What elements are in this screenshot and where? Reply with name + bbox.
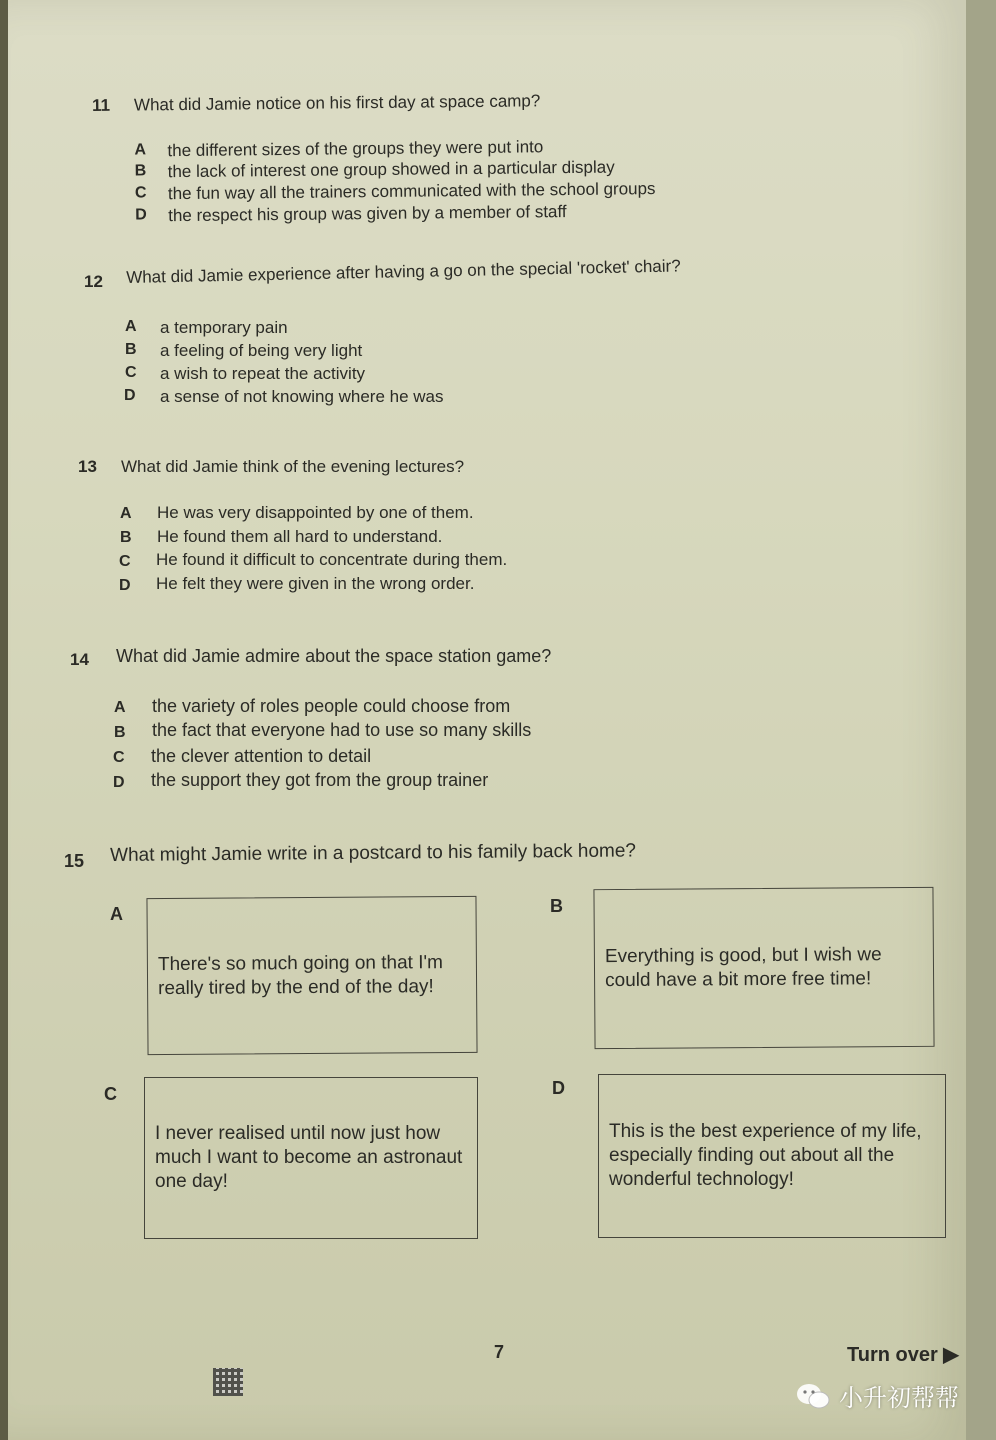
- question-text: What did Jamie admire about the space station game?: [116, 646, 552, 666]
- book-edge-right: [966, 0, 996, 1440]
- option-letter: C: [125, 364, 137, 381]
- question-number: 11: [91, 95, 111, 115]
- option-b[interactable]: the fact that everyone had to use so many skills: [152, 720, 532, 740]
- qr-code-icon: [213, 1368, 243, 1396]
- option-letter: B: [125, 341, 137, 358]
- postcard-option-d[interactable]: [598, 1074, 946, 1238]
- question-text: What did Jamie experience after having a go on the special 'rocket' chair?: [126, 256, 681, 287]
- option-c[interactable]: a wish to repeat the activity: [160, 364, 366, 383]
- book-edge-left: [0, 0, 8, 1440]
- option-letter: C: [113, 749, 125, 766]
- option-letter: D: [113, 774, 125, 791]
- option-b[interactable]: He found them all hard to understand.: [157, 527, 443, 546]
- option-a[interactable]: He was very disappointed by one of them.: [157, 503, 474, 522]
- postcard-option-c[interactable]: [144, 1077, 478, 1239]
- option-b[interactable]: a feeling of being very light: [160, 341, 363, 360]
- option-c[interactable]: the fun way all the trainers communicated with the school groups: [167, 179, 656, 204]
- option-d[interactable]: He felt they were given in the wrong order.: [156, 574, 475, 593]
- option-letter: B: [134, 162, 147, 180]
- postcard-text: I never realised until now just how much I want to become an astronaut one day!: [155, 1123, 463, 1192]
- postcard-label: D: [552, 1078, 565, 1098]
- postcard-option-a[interactable]: [146, 896, 477, 1055]
- option-d[interactable]: the support they got from the group trainer: [151, 770, 489, 790]
- page-number: 7: [494, 1342, 505, 1362]
- option-letter: A: [114, 699, 126, 716]
- postcard-label: A: [110, 904, 123, 924]
- postcard-option-b[interactable]: [593, 887, 934, 1049]
- option-b[interactable]: the lack of interest one group showed in a particular display: [167, 157, 615, 182]
- wechat-icon: [795, 1382, 831, 1410]
- postcard-text: This is the best experience of my life, especially finding out about all the wonderful technology!: [609, 1121, 922, 1190]
- option-a[interactable]: a temporary pain: [160, 318, 288, 337]
- turn-over-label: Turn over ▶: [847, 1344, 959, 1366]
- option-letter: C: [134, 184, 147, 202]
- option-a[interactable]: the different sizes of the groups they were put into: [167, 137, 544, 161]
- postcard-label: B: [550, 896, 563, 916]
- watermark: [795, 1378, 959, 1413]
- postcard-text: Everything is good, but I wish we could have a bit more free time!: [604, 944, 882, 992]
- option-c[interactable]: He found it difficult to concentrate during them.: [156, 550, 508, 569]
- option-letter: D: [124, 387, 136, 404]
- question-text: What did Jamie think of the evening lectures?: [121, 457, 465, 476]
- postcard-text: There's so much going on that I'm really tired by the end of the day!: [157, 951, 443, 999]
- option-d[interactable]: a sense of not knowing where he was: [160, 387, 444, 406]
- postcard-label: C: [104, 1084, 117, 1104]
- watermark-text: 小升初帮帮: [839, 1385, 959, 1412]
- option-letter: A: [120, 505, 132, 522]
- question-number: 14: [70, 650, 89, 669]
- question-number: 15: [64, 851, 85, 871]
- option-letter: A: [134, 141, 147, 159]
- option-letter: C: [119, 553, 131, 570]
- option-letter: B: [120, 529, 132, 546]
- option-a[interactable]: the variety of roles people could choose from: [152, 696, 511, 716]
- question-text: What did Jamie notice on his first day at space camp?: [133, 91, 541, 115]
- option-d[interactable]: the respect his group was given by a member of staff: [168, 202, 567, 226]
- option-letter: B: [114, 724, 126, 741]
- question-text: What might Jamie write in a postcard to his family back home?: [110, 840, 637, 866]
- question-number: 12: [84, 272, 103, 291]
- option-letter: A: [125, 318, 137, 335]
- question-number: 13: [78, 457, 97, 476]
- option-letter: D: [135, 206, 147, 224]
- option-c[interactable]: the clever attention to detail: [151, 746, 372, 766]
- option-letter: D: [119, 577, 131, 594]
